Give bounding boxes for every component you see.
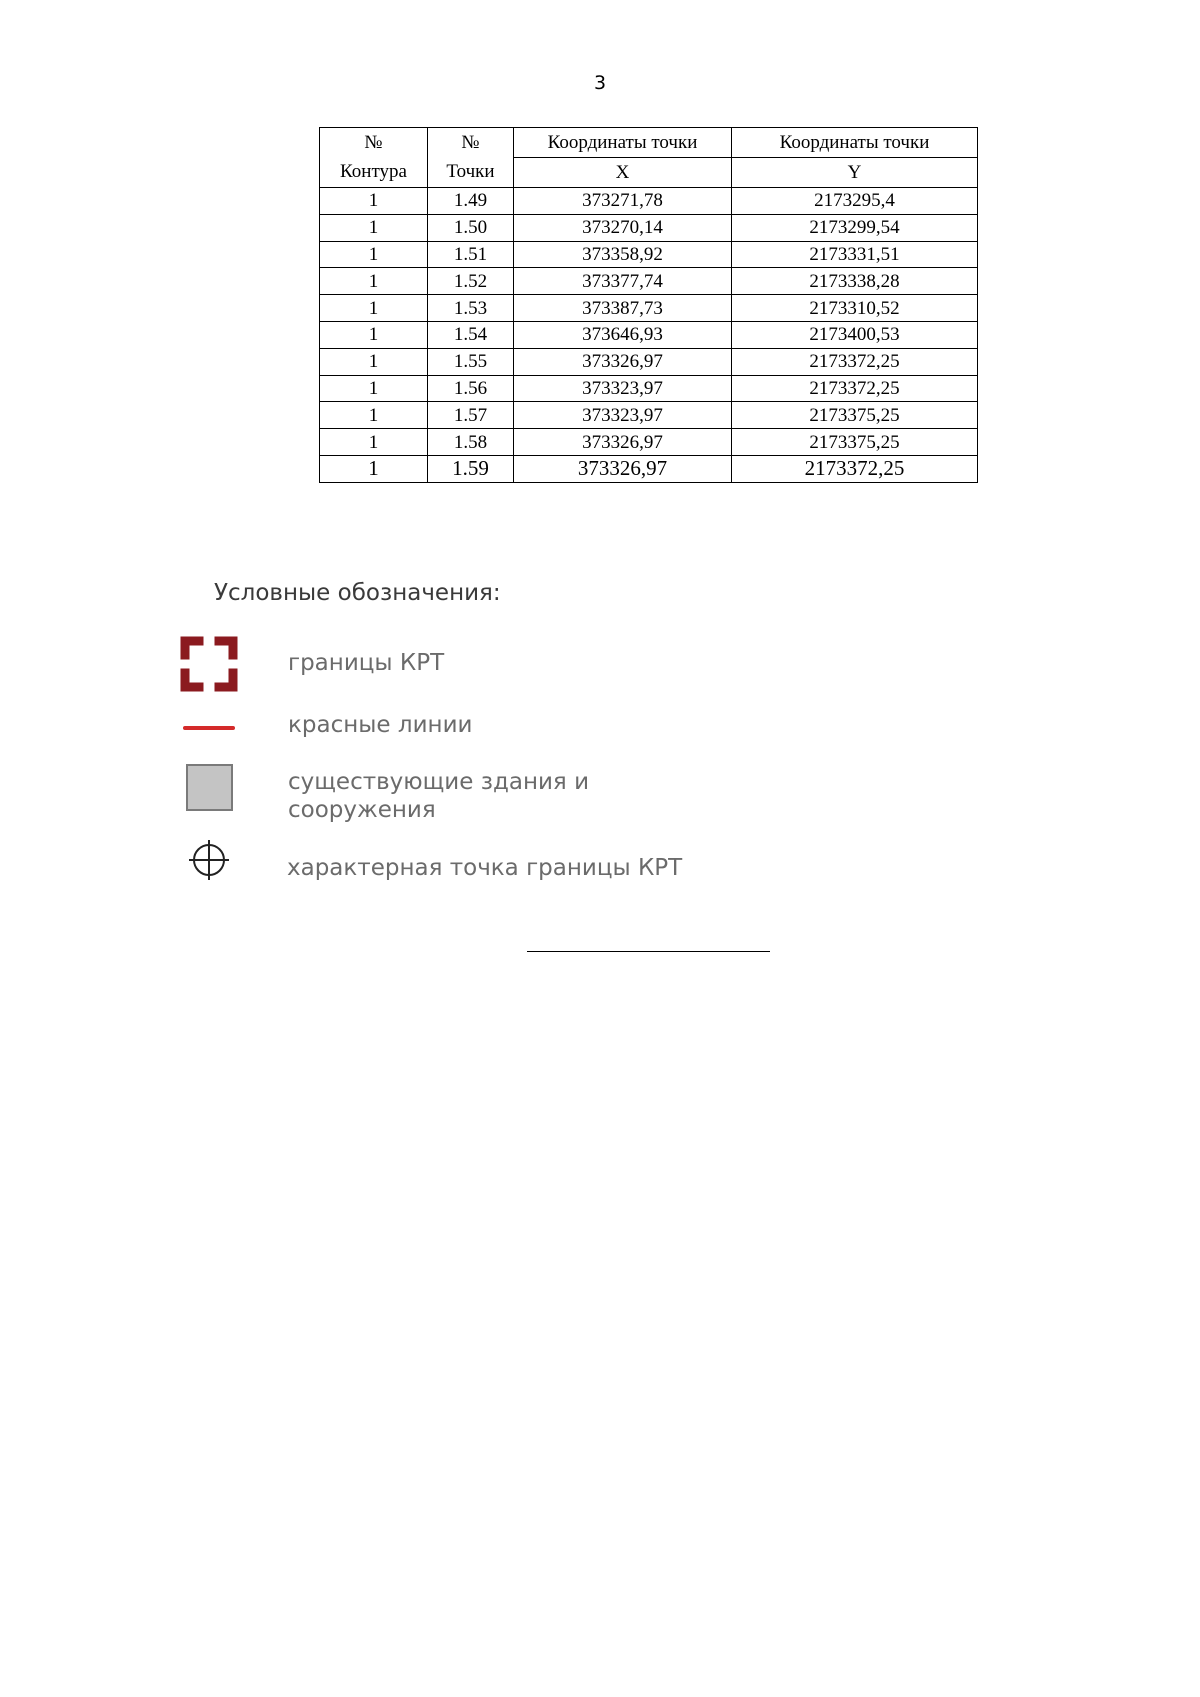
contour-cell: 1 xyxy=(320,214,428,241)
table-header-row xyxy=(320,158,978,188)
y-cell: 2173375,25 xyxy=(732,402,978,429)
coord-x-axis-header: X xyxy=(514,158,732,188)
table-row xyxy=(320,268,978,295)
y-cell: 2173400,53 xyxy=(732,321,978,348)
y-cell: 2173338,28 xyxy=(732,268,978,295)
legend-label-crosshair: характерная точка границы КРТ xyxy=(287,855,683,881)
table-row xyxy=(320,214,978,241)
contour-cell: 1 xyxy=(320,429,428,456)
y-cell: 2173295,4 xyxy=(732,188,978,215)
y-cell: 2173372,25 xyxy=(732,455,978,482)
coord-y-axis-header: Y xyxy=(732,158,978,188)
x-cell: 373326,97 xyxy=(514,455,732,482)
page-number: 3 xyxy=(593,72,607,94)
x-cell: 373326,97 xyxy=(514,429,732,456)
x-cell: 373270,14 xyxy=(514,214,732,241)
contour-cell: 1 xyxy=(320,348,428,375)
point-cell: 1.57 xyxy=(428,402,514,429)
table-row xyxy=(320,375,978,402)
contour-cell: 1 xyxy=(320,295,428,322)
legend-label-buildings-line2: сооружения xyxy=(288,797,436,823)
legend-label-krt-boundary: границы КРТ xyxy=(288,650,445,676)
x-cell: 373377,74 xyxy=(514,268,732,295)
contour-cell: 1 xyxy=(320,268,428,295)
legend-label-buildings-line1: существующие здания и xyxy=(288,769,590,795)
krt-boundary-icon xyxy=(180,636,238,697)
point-cell: 1.50 xyxy=(428,214,514,241)
y-cell: 2173372,25 xyxy=(732,348,978,375)
table-row xyxy=(320,241,978,268)
legend-item-krt-boundary xyxy=(180,636,880,692)
contour-number-header: № xyxy=(320,128,428,158)
legend-item-buildings xyxy=(180,760,880,830)
point-cell: 1.51 xyxy=(428,241,514,268)
point-number-header: № xyxy=(428,128,514,158)
point-cell: 1.53 xyxy=(428,295,514,322)
coordinates-table xyxy=(319,127,978,483)
table-row xyxy=(320,348,978,375)
y-cell: 2173331,51 xyxy=(732,241,978,268)
x-cell: 373646,93 xyxy=(514,321,732,348)
point-cell: 1.49 xyxy=(428,188,514,215)
x-cell: 373323,97 xyxy=(514,375,732,402)
coord-y-title-header: Координаты точки xyxy=(732,128,978,158)
point-cell: 1.59 xyxy=(428,455,514,482)
table-row xyxy=(320,321,978,348)
y-cell: 2173299,54 xyxy=(732,214,978,241)
legend-item-crosshair xyxy=(180,836,880,892)
point-cell: 1.58 xyxy=(428,429,514,456)
contour-cell: 1 xyxy=(320,455,428,482)
point-cell: 1.54 xyxy=(428,321,514,348)
contour-cell: 1 xyxy=(320,188,428,215)
contour-cell: 1 xyxy=(320,241,428,268)
table-header-row xyxy=(320,128,978,158)
point-label-header: Точки xyxy=(428,158,514,188)
table-row xyxy=(320,429,978,456)
table-row xyxy=(320,188,978,215)
legend-label-red-lines: красные линии xyxy=(288,712,473,738)
table-row xyxy=(320,402,978,429)
legend-item-red-lines xyxy=(180,708,880,748)
red-line-icon xyxy=(180,720,238,738)
x-cell: 373358,92 xyxy=(514,241,732,268)
coord-x-title-header: Координаты точки xyxy=(514,128,732,158)
contour-cell: 1 xyxy=(320,321,428,348)
contour-label-header: Контура xyxy=(320,158,428,188)
contour-cell: 1 xyxy=(320,375,428,402)
point-cell: 1.56 xyxy=(428,375,514,402)
point-cell: 1.52 xyxy=(428,268,514,295)
y-cell: 2173375,25 xyxy=(732,429,978,456)
point-cell: 1.55 xyxy=(428,348,514,375)
x-cell: 373326,97 xyxy=(514,348,732,375)
separator-line xyxy=(527,951,770,952)
table-row xyxy=(320,295,978,322)
building-icon xyxy=(180,762,238,819)
table-row xyxy=(320,455,978,482)
y-cell: 2173310,52 xyxy=(732,295,978,322)
legend-title: Условные обозначения: xyxy=(214,580,501,606)
crosshair-icon xyxy=(180,836,238,889)
contour-cell: 1 xyxy=(320,402,428,429)
y-cell: 2173372,25 xyxy=(732,375,978,402)
x-cell: 373271,78 xyxy=(514,188,732,215)
legend-label-buildings xyxy=(288,768,589,824)
x-cell: 373323,97 xyxy=(514,402,732,429)
x-cell: 373387,73 xyxy=(514,295,732,322)
